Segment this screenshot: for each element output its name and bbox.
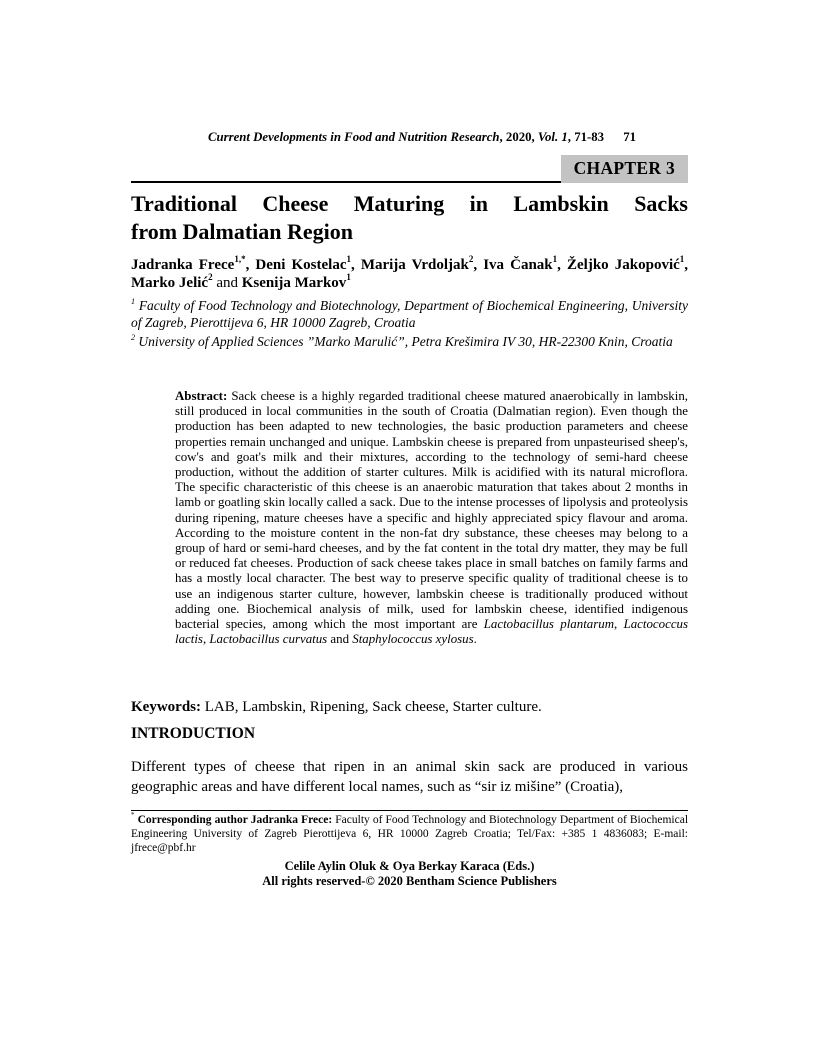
keywords-line	[131, 698, 688, 717]
footnote-text: Faculty of Food Technology and Biotechnology Department of Biochemical Engineering University of Zagreb Pierottijeva 6, HR 10000 Zagreb Croatia; Tel/Fax: +385 1 4836083; E-mail: jfrece@pbf.hr	[131, 814, 689, 854]
title-line-1: Traditional Cheese Maturing in Lambskin Sacks	[131, 191, 688, 216]
footnote-marker: *	[131, 812, 135, 820]
footer-copyright: All rights reserved-© 2020 Bentham Science Publishers	[262, 873, 557, 888]
introduction-paragraph: Different types of cheese that ripen in an animal skin sack are produced in various geographic areas and have different local names, such as “sir iz mišine” (Croatia),	[131, 759, 688, 795]
introduction-heading: INTRODUCTION	[131, 725, 256, 742]
abstract-label: Abstract:	[175, 389, 228, 403]
authors-line: Jadranka Frece$^{1,*}$, Deni Kostelac$^1$, Marija Vrdoljak$^2$, Iva Čanak$^1$, Željko Jakopović$^1$, Marko Jelić$^2$ and Ksenija Markov$^1$	[131, 254, 689, 291]
running-head	[131, 130, 688, 145]
affiliation-1-text: Faculty of Food Technology and Biotechnology, Department of Biochemical Engineering, University of Zagreb, Pierottijeva 6, HR 10000 Zagreb, Croatia	[131, 298, 689, 330]
chapter-badge	[561, 155, 688, 183]
page-content	[131, 0, 688, 1056]
keywords-text: LAB, Lambskin, Ripening, Sack cheese, Starter culture.	[204, 699, 542, 715]
corresponding-author-footnote	[131, 814, 688, 856]
keywords-label: Keywords:	[131, 699, 201, 715]
page-number: 71	[623, 130, 636, 144]
affiliation-2	[131, 334, 688, 351]
footer-editors: Celile Aylin Oluk & Oya Berkay Karaca (Eds.)	[284, 859, 535, 873]
affiliation-2-marker: 2	[131, 332, 136, 342]
affiliation-1-marker: 1	[131, 296, 136, 306]
abstract-body: Sack cheese is a highly regarded traditional cheese matured anaerobically in lambskin, still produced in local communities in the south of Croatia (Dalmatian region). Even though the production has been adapted to new technologies, the basic production parameters and cheese properties remain unchanged and unique. Lambskin cheese is prepared from unpasteurised sheep's, cow's and goat's milk and their mixtures, according to the technology of semi-hard cheese production, without the addition of starter cultures. Milk is acidified with its natural microflora. The specific characteristic of this cheese is an anaerobic maturation that takes about 2 months in lamb or goatling skin locally called a sack. Due to the intense processes of lipolysis and proteolysis during ripening, mature cheeses have a specific and highly appreciated spicy flavour and aroma. According to the moisture content in the non-fat dry substance, these cheeses may belong to a group of hard or semi-hard cheeses, and by the fat content in the total dry matter, they may be full or reduced fat cheeses. Production of sack cheese takes place in small batches on family farms and has a mostly local character. The best way to preserve specific quality of traditional cheese is to use an indigenous starter culture, however, lambskin cheese is traditionally produced without adding one. Biochemical analysis of milk, used for lambskin cheese, identified indigenous bacterial species, among which the most important are Lactobacillus plantarum, Lactococcus lactis, Lactobacillus curvatus and Staphylococcus xylosus.	[175, 389, 688, 647]
title-line-2: from Dalmatian Region	[131, 219, 354, 244]
chapter-title	[131, 190, 688, 246]
footnote-divider	[131, 810, 688, 811]
affiliation-1	[131, 298, 688, 331]
footnote-author-label: Corresponding author Jadranka Frece:	[137, 814, 333, 826]
running-head-text: Current Developments in Food and Nutrition Research, 2020, Vol. 1, 71-83	[208, 130, 605, 144]
chapter-label: CHAPTER 3	[573, 158, 675, 178]
page-footer	[131, 859, 688, 888]
affiliation-2-text: University of Applied Sciences ”Marko Marulić”, Petra Krešimira IV 30, HR-22300 Knin, Croatia	[138, 334, 673, 349]
abstract	[175, 389, 688, 647]
